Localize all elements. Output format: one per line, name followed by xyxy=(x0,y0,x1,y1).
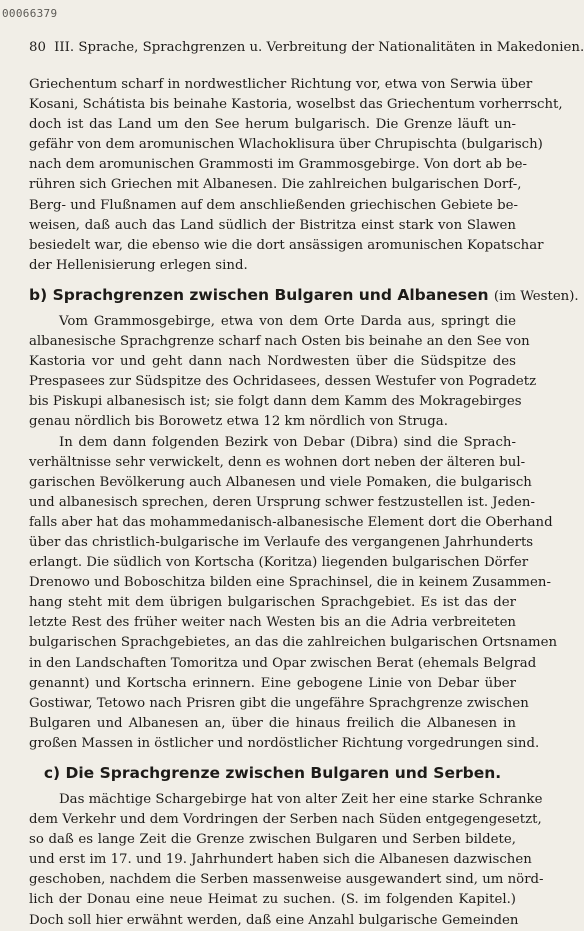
text-line: falls aber hat das mohammedanisch-albanesische Element dort die Oberhand xyxy=(29,514,553,530)
text-line: Prespasees zur Südspitze des Ochridasees, dessen Westufer von Pogradetz xyxy=(29,374,537,390)
text-line: garischen Bevölkerung auch Albanesen und viele Pomaken, die bulgarisch xyxy=(29,474,532,490)
text-line: Doch soll hier erwähnt werden, daß eine Anzahl bulgarische Gemeinden xyxy=(29,912,519,928)
text-line: Kosani, Schátista bis beinahe Kastoria, woselbst das Griechentum vorherrscht, xyxy=(29,97,563,113)
text-line: albanesische Sprachgrenze scharf nach Osten bis beinahe an den See von xyxy=(29,334,530,350)
section-b-heading xyxy=(29,282,579,308)
text-line: und erst im 17. und 19. Jahrhundert haben sich die Albanesen dazwischen xyxy=(29,852,532,868)
text-line: rühren sich Griechen mit Albanesen. Die zahlreichen bulgarischen Dorf-, xyxy=(29,177,522,193)
text-line: Berg- und Flußnamen auf dem anschließenden griechischen Gebiete be- xyxy=(29,197,519,213)
paragraph-b2 xyxy=(29,433,558,755)
text-line: In dem dann folgenden Bezirk von Debar (Dibra) sind die Sprach- xyxy=(59,434,516,450)
text-line: erlangt. Die südlich von Kortscha (Koritza) liegenden bulgarischen Dörfer xyxy=(29,555,529,571)
text-line: dem Verkehr und dem Vordringen der Serben nach Süden entgegengesetzt, xyxy=(29,812,542,828)
text-line: Kastoria vor und geht dann nach Nordwesten über die Südspitze des xyxy=(29,354,516,370)
text-line: bis Piskupi albanesisch ist; sie folgt dann dem Kamm des Mokragebirges xyxy=(29,394,522,410)
text-line: letzte Rest des früher weiter nach Westen bis an die Adria verbreiteten xyxy=(29,615,516,631)
text-line: so daß es lange Zeit die Grenze zwischen Bulgaren und Serben bildete, xyxy=(29,832,516,848)
page-body xyxy=(29,75,579,931)
paragraph-intro xyxy=(29,75,563,276)
paragraph-c1 xyxy=(29,790,544,931)
text-line: Bulgaren und Albanesen an, über die hinaus freilich die Albanesen in xyxy=(29,715,516,731)
section-b-heading-tail: (im Westen). xyxy=(493,288,579,304)
text-line: in den Landschaften Tomoritza und Opar zwischen Berat (ehemals Belgrad xyxy=(29,655,537,671)
text-line: geschoben, nachdem die Serben massenweise ausgewandert sind, um nörd- xyxy=(29,872,544,888)
text-line: und albanesisch sprechen, deren Ursprung schwer festzustellen ist. Jeden- xyxy=(29,494,535,510)
text-line: genau nördlich bis Borowetz etwa 12 km nördlich von Struga. xyxy=(29,414,448,430)
text-line: doch ist das Land um den See herum bulgarisch. Die Grenze läuft un- xyxy=(29,117,516,133)
text-line: Drenowo und Boboschitza bilden eine Sprachinsel, die in keinem Zusammen- xyxy=(29,575,551,591)
text-line: lich der Donau eine neue Heimat zu suchen. (S. im folgenden Kapitel.) xyxy=(29,892,516,908)
text-line: gefähr von dem aromunischen Wlachoklisura über Chrupischta (bulgarisch) xyxy=(29,137,543,153)
text-line: Griechentum scharf in nordwestlicher Richtung vor, etwa von Serwia über xyxy=(29,77,533,92)
text-line: der Hellenisierung erlegen sind. xyxy=(29,257,248,273)
text-line: hang steht mit dem übrigen bulgarischen Sprachgebiet. Es ist das der xyxy=(29,595,516,611)
text-line: weisen, daß auch das Land südlich der Bistritza einst stark von Slawen xyxy=(29,217,516,233)
text-line: Gostiwar, Tetowo nach Prisren gibt die ungefähre Sprachgrenze zwischen xyxy=(29,695,529,711)
paragraph-b1 xyxy=(29,312,537,433)
scan-id-stamp: 00066379 xyxy=(2,7,58,20)
running-head-title: III. Sprache, Sprachgrenzen u. Verbreitung der Nationalitäten in Makedonien. xyxy=(54,40,584,55)
text-line: bulgarischen Sprachgebietes, an das die zahlreichen bulgarischen Ortsnamen xyxy=(29,635,558,651)
section-c-heading: c) Die Sprachgrenze zwischen Bulgaren und Serben. xyxy=(43,764,502,782)
section-b-heading-text: b) Sprachgrenzen zwischen Bulgaren und Albanesen xyxy=(29,285,489,304)
text-line: über das christlich-bulgarische im Verlaufe des vergangenen Jahrhunderts xyxy=(29,534,534,550)
text-line: Das mächtige Schargebirge hat von alter Zeit her eine starke Schranke xyxy=(59,792,543,807)
text-line: verhältnisse sehr verwickelt, denn es wohnen dort neben der älteren bul- xyxy=(29,454,526,470)
text-line: Vom Grammosgebirge, etwa von dem Orte Darda aus, springt die xyxy=(59,313,516,329)
page-number: 80 xyxy=(29,40,46,55)
text-line: nach dem aromunischen Grammosti im Grammosgebirge. Von dort ab be- xyxy=(29,157,528,173)
text-line: besiedelt war, die ebenso wie die dort ansässigen aromunischen Kopatschar xyxy=(29,237,544,253)
running-head xyxy=(29,38,584,58)
text-line: großen Massen in östlicher und nordöstlicher Richtung vorgedrungen sind. xyxy=(29,735,540,751)
text-line: genannt) und Kortscha erinnern. Eine gebogene Linie von Debar über xyxy=(29,675,516,691)
